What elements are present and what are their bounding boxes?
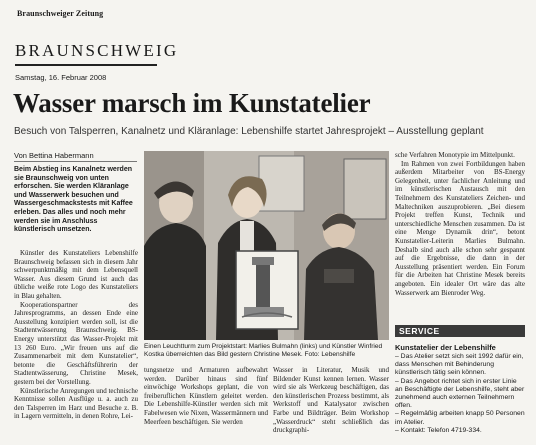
article-paragraph: Künstlerische Anregungen und technische Kenntnisse sollen Ausflüge u. a. auch zu den Talsperren im Harz und Besuche z. B. in Lagern vermitteln, in denen Rohre, Lei- bbox=[14, 386, 138, 421]
service-title: Kunstatelier der Lebenshilfe bbox=[395, 343, 496, 352]
article-photo bbox=[144, 151, 389, 340]
section-title: BRAUNSCHWEIG bbox=[15, 41, 179, 60]
article-paragraph: Kooperationspartner des Jahresprogramms, an dessen Ende eine Ausstellung konzipiert werden soll, ist die Stadtentwässerung Braunschweig. BS-Energy unterstützt das Wasser-Projekt mit 13 260 Euro. „Wir freuen uns auf die Zusammenarbeit mit dem Kunstatelier“, betonte die Geschäftsführerin der Stadtentwässerung, Christine Mesek, gestern bei der Vorstellung. bbox=[14, 300, 138, 386]
service-item: – Das Angebot richtet sich in erster Linie an Beschäftigte der Lebenshilfe, steht aber zunehmend auch externen Teilnehmern offen. bbox=[395, 377, 525, 410]
service-item: – Das Atelier setzt sich seit 1992 dafür ein, dass Menschen mit Behinderung künstlerisch tätig sein können. bbox=[395, 353, 524, 377]
section-rule bbox=[15, 64, 157, 66]
article-paragraph: Im Rahmen von zwei Fortbildungen haben außerdem Mitarbeiter von BS-Energy Gelegenheit, unter fachlicher Anleitung und im künstlerischen Austausch mit den Teilnehmern des Kunstateliers Zeichen- und Maltechniken auszuprobieren. „Bei diesem Projekt treffen Kunst, Technik und unterschiedliche Menschen zusammen. Da ist eine Menge Dynamik drin“, betont Kunstatelier-Leiterin Marlies Bulmahn. Deshalb sind auch alle schon sehr gespannt auf die Ergebnisse, die dann in der Ausstellung präsentiert werden. Ein Forum für die Arbeiten hat Christine Mesek bereits angeboten. Ein idealer Ort wäre das alte Wasserwerk am Bienroder Weg. bbox=[395, 159, 525, 297]
article-column-3: Wasser in Literatur, Musik und Bildender Kunst kennen lernen. Wasser wird sie als Werkzeug beschäftigen, das den künstlerischen Prozess bestimmt, als Werkstoff und Katalysator zwischen Farbe und Bildträger. Beim Workshop „Wasserdruck“ steht schließlich das druckgraphi- bbox=[273, 366, 389, 435]
photo-illustration bbox=[144, 151, 389, 340]
article-column-1 bbox=[14, 249, 138, 445]
service-label: SERVICE bbox=[399, 326, 440, 336]
masthead: Braunschweiger Zeitung bbox=[17, 9, 104, 18]
photo-caption: Einen Leuchtturm zum Projektstart: Marlies Bulmahn (links) und Künstler Winfried Kostka überreichten das Bild gestern Christine Mesek. Foto: Lebenshilfe bbox=[144, 343, 383, 358]
subheadline: Besuch von Talsperren, Kanalnetz und Kläranlage: Lebenshilfe startet Jahresprojekt – Ausstellung geplant bbox=[14, 126, 484, 137]
service-item: – Regelmäßig arbeiten knapp 50 Personen im Atelier. bbox=[395, 410, 525, 426]
headline: Wasser marsch im Kunstatelier bbox=[13, 88, 371, 118]
service-item: – Kontakt: Telefon 4719-334. bbox=[395, 426, 482, 434]
service-list bbox=[395, 353, 525, 435]
byline: Von Bettina Habermann bbox=[14, 151, 94, 160]
article-paragraph: Künstler des Kunstateliers Lebenshilfe Braunschweig befassen sich in diesem Jahr schwerpunktmäßig mit dem Lebensquell Wasser. Aus diesem Grund ist auch das übliche weiße rote Logo des Kunstateliers in Blau gehalten. bbox=[14, 249, 138, 300]
lead-paragraph: Beim Abstieg ins Kanalnetz werden sie Braunschweig von unten erforschen. Sie werden Kläranlage und Wasserwerk besuchen und Wassergeschmackstests mit Kaffee erleben. Das alles und noch mehr werden sie im Anschluss künstlerisch umsetzen. bbox=[14, 166, 133, 234]
article-column-4 bbox=[395, 151, 525, 319]
dateline: Samstag, 16. Februar 2008 bbox=[15, 73, 107, 82]
article-column-2: tungsnetze und Armaturen aufbewahrt werden. Darüber hinaus sind fünf einwöchige Workshops geplant, die von freiberuflichen Künstlern geleitet werden. Die Lebenshilfe-Künstler werden sich mit Fabelwesen wie Nixen, Wassermännern und Meerfeen beschäftigen. Sie werden bbox=[144, 366, 268, 426]
byline-rule bbox=[14, 161, 137, 162]
article-paragraph: sche Verfahren Monotypie im Mittelpunkt. bbox=[395, 151, 515, 159]
